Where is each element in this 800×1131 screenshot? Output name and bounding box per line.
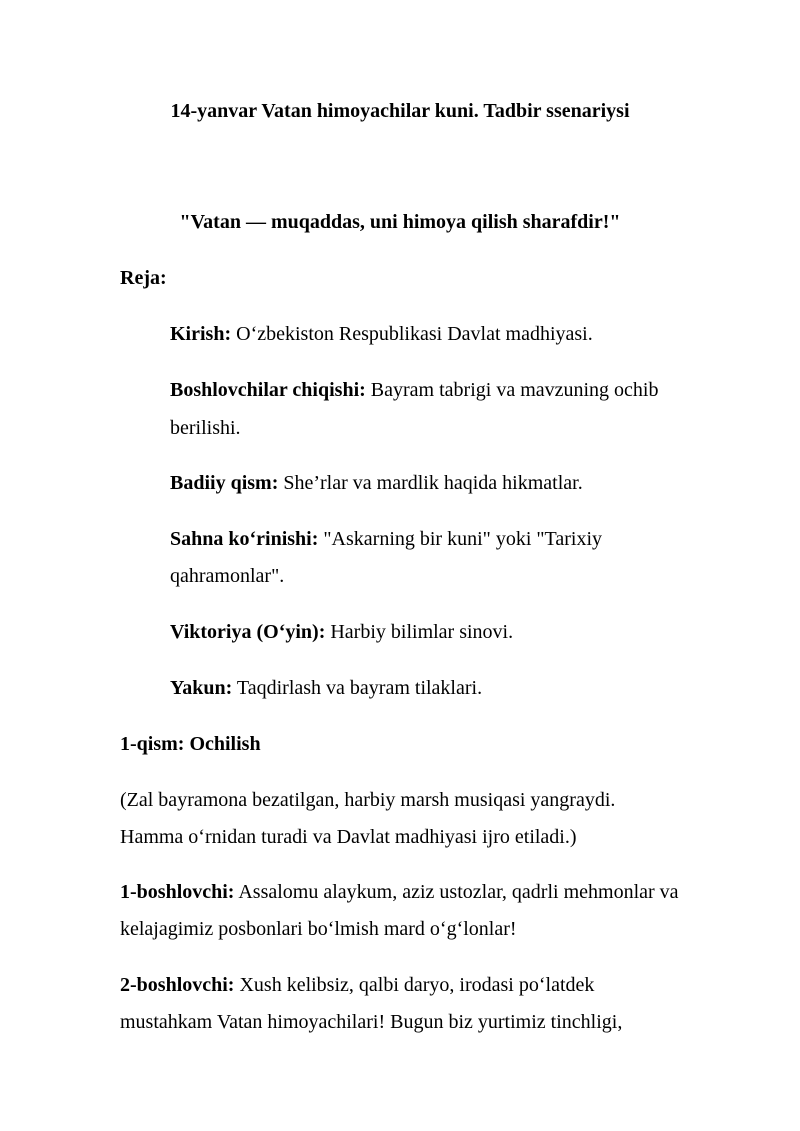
plan-item-viktoriya: Viktoriya (O‘yin): Harbiy bilimlar sinovi.	[170, 621, 514, 643]
speech2-line-1: 2-boshlovchi: Xush kelibsiz, qalbi daryo, irodasi po‘latdek	[120, 974, 595, 996]
plan-item-yakun: Yakun: Taqdirlash va bayram tilaklari.	[170, 677, 483, 699]
plan-item-boshlovchilar-cont: berilishi.	[170, 417, 241, 439]
plan-item-badiiy: Badiiy qism: She’rlar va mardlik haqida hikmatlar.	[170, 472, 583, 494]
plan-item-sahna: Sahna ko‘rinishi: "Askarning bir kuni" yoki "Tarixiy	[170, 528, 603, 550]
plan-heading: Reja:	[120, 267, 167, 289]
plan-item-kirish: Kirish: O‘zbekiston Respublikasi Davlat madhiyasi.	[170, 323, 593, 345]
section1-heading: 1-qism: Ochilish	[120, 733, 261, 755]
speech1-line-2: kelajagimiz posbonlari bo‘lmish mard o‘g‘lonlar!	[120, 918, 517, 940]
stage-direction-line-2: Hamma o‘rnidan turadi va Davlat madhiyasi ijro etiladi.)	[120, 826, 577, 848]
document-motto: "Vatan — muqaddas, uni himoya qilish sharafdir!"	[179, 211, 621, 233]
speech2-line-2: mustahkam Vatan himoyachilari! Bugun biz yurtimiz tinchligi,	[120, 1011, 623, 1033]
plan-item-sahna-cont: qahramonlar".	[170, 565, 285, 587]
document-title: 14-yanvar Vatan himoyachilar kuni. Tadbir ssenariysi	[170, 100, 630, 122]
plan-item-boshlovchilar: Boshlovchilar chiqishi: Bayram tabrigi va mavzuning ochib	[170, 379, 659, 401]
speech1-line-1: 1-boshlovchi: Assalomu alaykum, aziz ustozlar, qadrli mehmonlar va	[120, 881, 679, 903]
stage-direction-line-1: (Zal bayramona bezatilgan, harbiy marsh musiqasi yangraydi.	[120, 789, 616, 811]
